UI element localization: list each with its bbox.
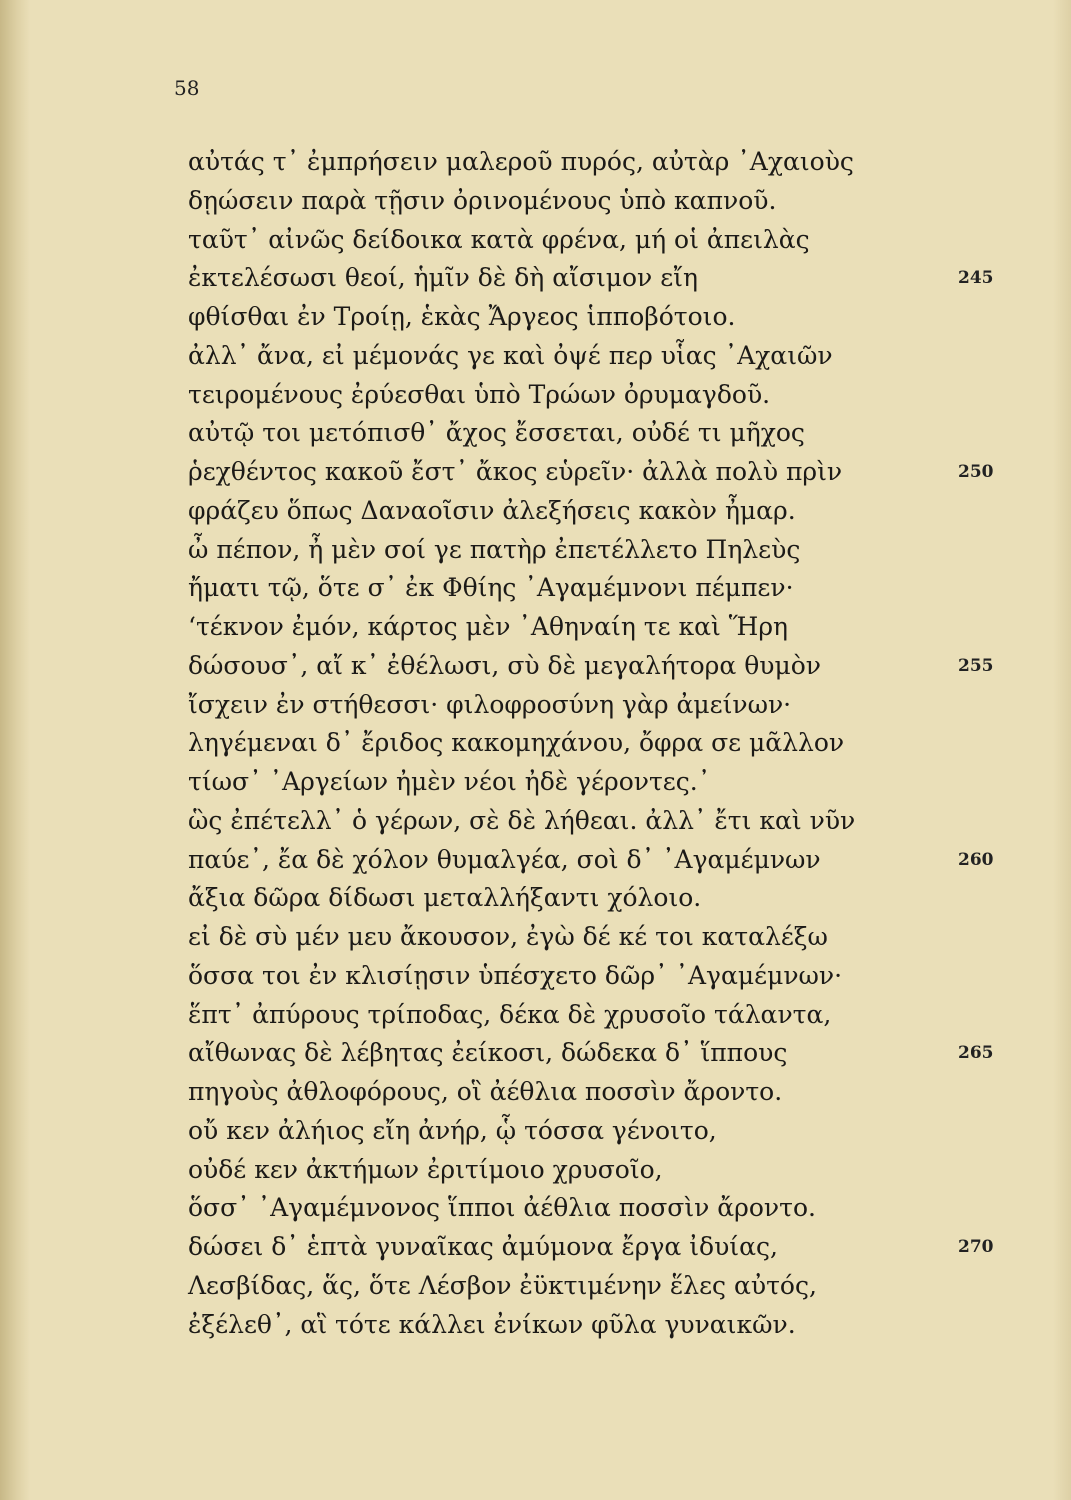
verse-line-text: εἰ δὲ σὺ μέν μευ ἄκουσον, ἐγὼ δέ κέ τοι καταλέξω	[188, 922, 828, 951]
verse-line-text: ληγέμεναι δ᾽ ἔριδος κακομηχάνου, ὄφρα σε μᾶλλον	[188, 728, 845, 758]
verse-line-text: αὐτῷ τοι μετόπισθ᾽ ἄχος ἔσσεται, οὐδέ τι μῆχος	[188, 418, 805, 448]
verse-line	[188, 802, 948, 841]
verse-line	[188, 1073, 948, 1112]
verse-line	[188, 143, 948, 182]
verse-line	[188, 492, 948, 531]
verse-line	[188, 298, 948, 337]
verse-line-text: οὔ κεν ἀλήιος εἴη ἀνήρ, ᾧ τόσσα γένοιτο,	[188, 1115, 717, 1145]
verse-line	[188, 221, 948, 260]
verse-line-text: δῃώσειν παρὰ τῇσιν ὀρινομένους ὑπὸ καπνοῦ.	[188, 185, 777, 215]
page-number: 58	[174, 76, 200, 100]
page-edge-shade	[1053, 0, 1071, 1500]
verse-line	[188, 763, 948, 802]
verse-line	[188, 376, 948, 415]
verse-line	[188, 879, 948, 918]
line-number: 260	[958, 849, 994, 870]
verse-line-text: ἕπτ᾽ ἀπύρους τρίποδας, δέκα δὲ χρυσοῖο τάλαντα,	[188, 999, 832, 1029]
verse-line	[188, 1112, 948, 1151]
line-number: 265	[958, 1043, 994, 1064]
line-number: 245	[958, 268, 994, 289]
verse-line	[188, 182, 948, 221]
verse-line-text: ταῦτ᾽ αἰνῶς δείδοικα κατὰ φρένα, μή οἱ ἀπειλὰς	[188, 224, 810, 254]
verse-line-text: φθίσθαι ἐν Τροίῃ, ἑκὰς Ἄργεος ἱπποβότοιο.	[188, 302, 736, 331]
verse-line-text: ὅσσ᾽ ᾿Αγαμέμνονος ἵπποι ἀέθλια ποσσὶν ἄροντο.	[188, 1193, 816, 1223]
verse-line-text: πηγοὺς ἀθλοφόρους, οἳ ἀέθλια ποσσὶν ἄροντο.	[188, 1077, 783, 1106]
verse-line-text: φράζευ ὅπως Δαναοῖσιν ἀλεξήσεις κακὸν ἦμαρ.	[188, 495, 796, 525]
verse-line	[188, 647, 994, 686]
verse-line-text: ἀλλ᾽ ἄνα, εἰ μέμονάς γε καὶ ὀψέ περ υἷας ᾿Αχαιῶν	[188, 340, 833, 370]
verse-line	[188, 453, 994, 492]
page-gutter-shadow	[0, 0, 30, 1500]
verse-line-text: ἤματι τῷ, ὅτε σ᾽ ἐκ Φθίης ᾿Αγαμέμνονι πέμπεν·	[188, 573, 794, 603]
verse-line-text: παύε᾽, ἔα δὲ χόλον θυμαλγέα, σοὶ δ᾽ ᾿Αγαμέμνων	[188, 844, 821, 874]
verse-line	[188, 414, 948, 453]
line-number: 250	[958, 462, 994, 482]
verse-line	[188, 569, 948, 608]
verse-line-text: ἴσχειν ἐν στήθεσσι· φιλοφροσύνη γὰρ ἀμείνων·	[188, 689, 792, 719]
verse-line	[188, 841, 994, 880]
verse-line	[188, 259, 994, 298]
verse-line-text: δώσει δ᾽ ἑπτὰ γυναῖκας ἀμύμονα ἔργα ἰδυίας,	[188, 1232, 778, 1261]
verse-line	[188, 531, 948, 570]
verse-line	[188, 996, 948, 1035]
verse-line-text: αἴθωνας δὲ λέβητας ἐείκοσι, δώδεκα δ᾽ ἵππους	[188, 1038, 788, 1068]
line-number: 270	[958, 1237, 994, 1257]
verse-line	[188, 686, 948, 725]
line-number: 255	[958, 655, 994, 676]
verse-line-text: ὅσσα τοι ἐν κλισίῃσιν ὑπέσχετο δῶρ᾽ ᾿Αγαμέμνων·	[188, 960, 843, 990]
verse-line	[188, 724, 948, 763]
verse-line-text: ἐκτελέσωσι θεοί, ἡμῖν δὲ δὴ αἴσιμον εἴη	[188, 263, 698, 293]
verse-line-text: ὣς ἐπέτελλ᾽ ὁ γέρων, σὲ δὲ λήθεαι. ἀλλ᾽ ἔτι καὶ νῦν	[188, 805, 856, 835]
verse-text-block	[188, 143, 994, 1344]
verse-line-text: ‘τέκνον ἐμόν, κάρτος μὲν ᾿Αθηναίη τε καὶ Ἥρη	[188, 612, 789, 641]
verse-line-text: αὐτάς τ᾽ ἐμπρήσειν μαλεροῦ πυρός, αὐτὰρ ᾿Αχαιοὺς	[188, 147, 854, 176]
verse-line	[188, 608, 948, 647]
verse-line	[188, 337, 948, 376]
verse-line	[188, 1034, 994, 1073]
verse-line-text: ῥεχθέντος κακοῦ ἔστ᾽ ἄκος εὑρεῖν· ἀλλὰ πολὺ πρὶν	[188, 457, 843, 486]
verse-line-text: οὐδέ κεν ἀκτήμων ἐριτίμοιο χρυσοῖο,	[188, 1154, 663, 1184]
verse-line	[188, 1306, 948, 1345]
verse-line	[188, 918, 948, 957]
verse-line	[188, 1228, 994, 1267]
verse-line-text: τίωσ᾽ ᾿Αργείων ἠμὲν νέοι ἠδὲ γέροντες.᾽	[188, 767, 711, 796]
verse-line-text: ἐξέλεθ᾽, αἳ τότε κάλλει ἐνίκων φῦλα γυναικῶν.	[188, 1309, 796, 1339]
verse-line-text: ἄξια δῶρα δίδωσι μεταλλήξαντι χόλοιο.	[188, 883, 702, 913]
verse-line-text: Λεσβίδας, ἅς, ὅτε Λέσβον ἐϋκτιμένην ἕλες αὐτός,	[188, 1270, 817, 1300]
verse-line-text: ὦ πέπον, ἦ μὲν σοί γε πατὴρ ἐπετέλλετο Πηλεὺς	[188, 534, 801, 564]
verse-line	[188, 1267, 948, 1306]
verse-line-text: δώσουσ᾽, αἴ κ᾽ ἐθέλωσι, σὺ δὲ μεγαλήτορα θυμὸν	[188, 650, 821, 680]
verse-line	[188, 1151, 948, 1190]
verse-line-text: τειρομένους ἐρύεσθαι ὑπὸ Τρώων ὀρυμαγδοῦ.	[188, 379, 771, 409]
verse-line	[188, 957, 948, 996]
verse-line	[188, 1189, 948, 1228]
